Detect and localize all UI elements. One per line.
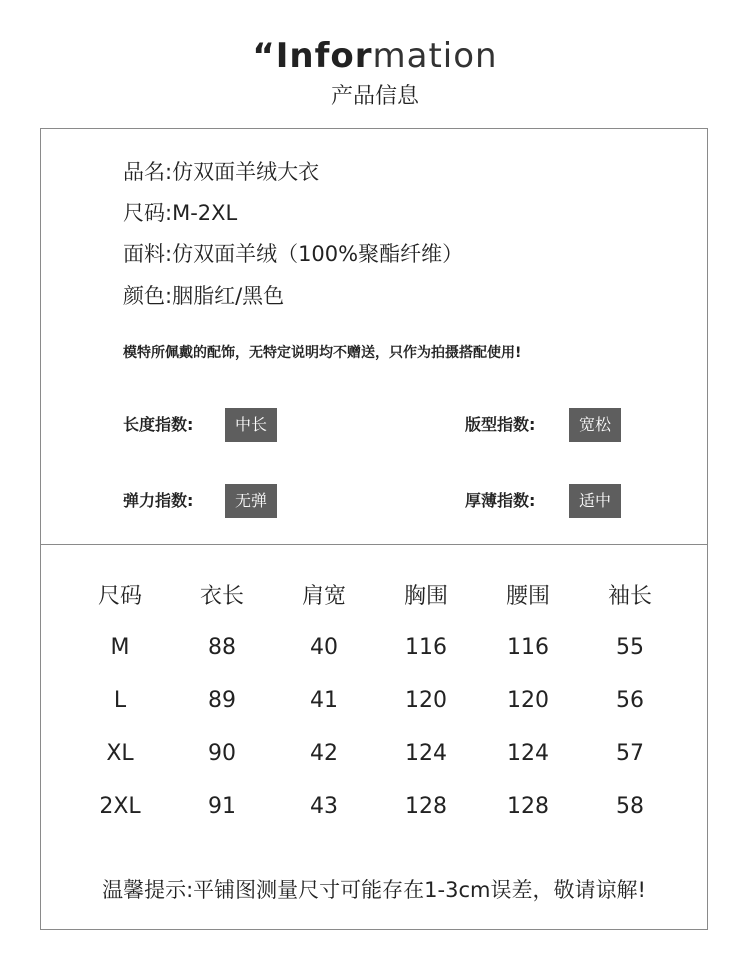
table-cell: XL — [106, 741, 134, 766]
table-cell: M — [110, 635, 130, 660]
table-cell: 116 — [405, 635, 447, 660]
length-index-label: 长度指数: — [123, 415, 194, 434]
table-cell: 124 — [507, 741, 549, 766]
thickness-index-label: 厚薄指数: — [465, 491, 536, 510]
page-title — [0, 34, 750, 78]
header-waist: 腰围 — [505, 583, 550, 609]
page-subtitle: 产品信息 — [330, 84, 419, 109]
table-cell: 128 — [507, 794, 549, 819]
info-color: 颜色:胭脂红/黑色 — [123, 284, 285, 308]
table-cell: 56 — [616, 688, 644, 713]
stretch-index-badge: 无弹 — [225, 484, 277, 518]
info-fabric: 面料:仿双面羊绒（100%聚酯纤维） — [123, 242, 464, 266]
title-light-part: mation — [372, 36, 498, 76]
info-panel — [40, 128, 708, 930]
table-cell: 41 — [310, 688, 338, 713]
table-cell: 90 — [208, 741, 236, 766]
title-quote-mark: “ — [252, 36, 276, 76]
fit-index-label: 版型指数: — [465, 415, 536, 434]
table-cell: 89 — [208, 688, 236, 713]
header-chest: 胸围 — [403, 583, 448, 609]
table-cell: 91 — [208, 794, 236, 819]
table-cell: 116 — [507, 635, 549, 660]
table-cell: 128 — [405, 794, 447, 819]
info-size-range: 尺码:M-2XL — [123, 201, 238, 225]
length-index-badge: 中长 — [225, 408, 277, 442]
table-cell: 58 — [616, 794, 644, 819]
fit-index-badge: 宽松 — [569, 408, 621, 442]
table-cell: 88 — [208, 635, 236, 660]
table-header-row — [69, 567, 681, 621]
header-shoulder: 肩宽 — [301, 583, 346, 609]
table-cell: 57 — [616, 741, 644, 766]
header-length: 衣长 — [199, 583, 244, 609]
table-cell: L — [113, 688, 127, 713]
info-product-name: 品名:仿双面羊绒大衣 — [123, 160, 320, 184]
table-cell: 2XL — [99, 794, 141, 819]
size-table — [69, 567, 681, 833]
table-cell: 55 — [616, 635, 644, 660]
header-sleeve: 袖长 — [607, 583, 652, 609]
table-row — [69, 727, 681, 780]
thickness-index-badge: 适中 — [569, 484, 621, 518]
table-cell: 124 — [405, 741, 447, 766]
title-bold-part: Infor — [275, 36, 373, 76]
table-cell: 42 — [310, 741, 338, 766]
table-row — [69, 621, 681, 674]
table-cell: 40 — [310, 635, 338, 660]
measurement-tip: 温馨提示:平铺图测量尺寸可能存在1-3cm误差，敬请谅解! — [102, 878, 646, 902]
table-row — [69, 674, 681, 727]
header-size: 尺码 — [97, 583, 142, 609]
table-cell: 120 — [405, 688, 447, 713]
stretch-index-label: 弹力指数: — [123, 491, 194, 510]
table-cell: 120 — [507, 688, 549, 713]
accessory-note: 模特所佩戴的配饰，无特定说明均不赠送，只作为拍摄搭配使用! — [123, 345, 522, 361]
table-row — [69, 780, 681, 833]
table-cell: 43 — [310, 794, 338, 819]
section-divider — [41, 544, 707, 545]
